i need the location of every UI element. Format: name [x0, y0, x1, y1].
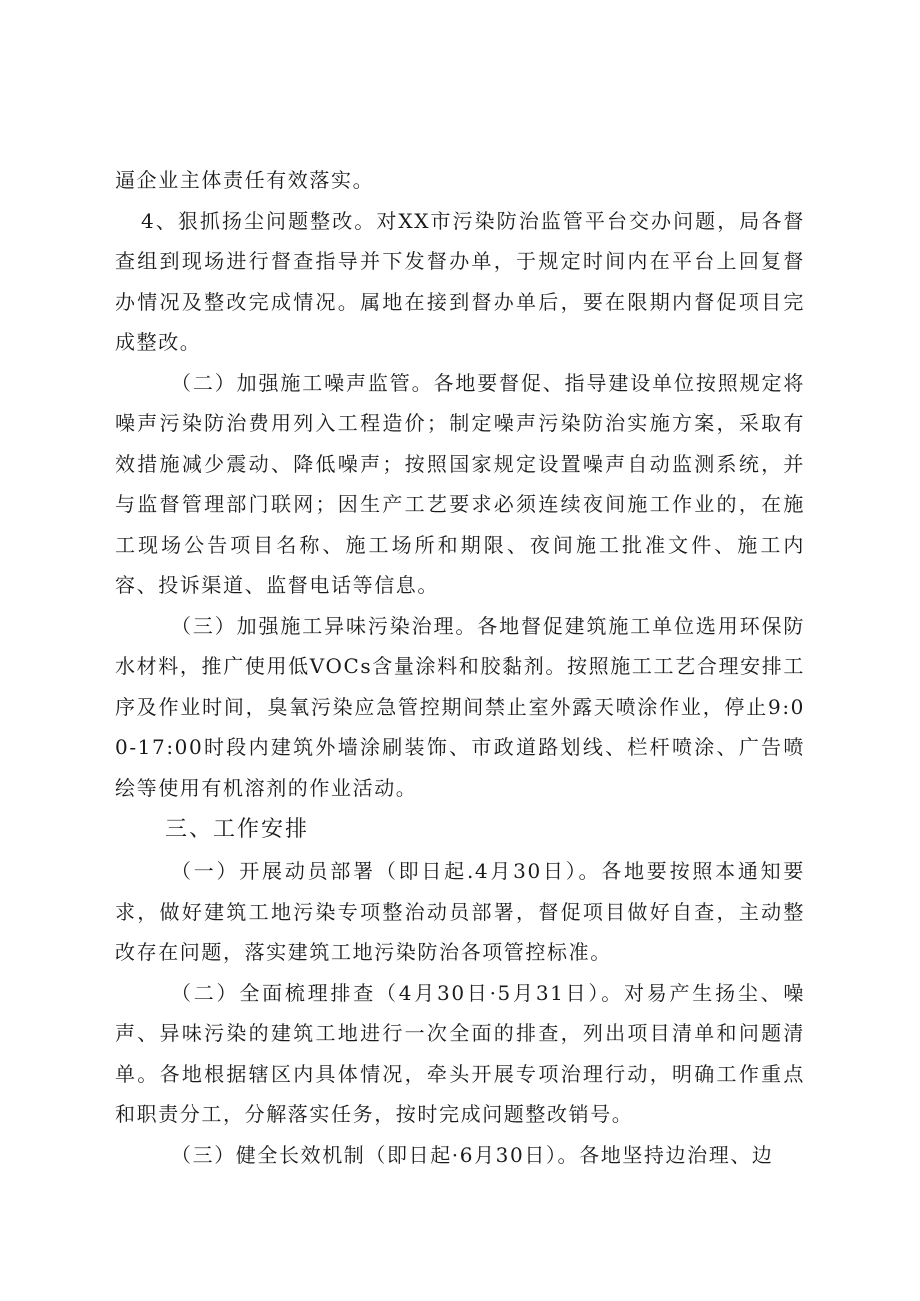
- document-body: [115, 160, 805, 1175]
- paragraph-dust-rectification: 4、狠抓扬尘问题整改。对XX市污染防治监管平台交办问题，局各督查组到现场进行督查指导并下发督办单，于规定时间内在平台上回复督办情况及整改完成情况。属地在接到督办单后，要在限期内督促项目完成整改。: [115, 208, 805, 354]
- paragraph-investigation: （二）全面梳理排查（4月30日·5月31日）。对易产生扬尘、噪声、异味污染的建筑工地进行一次全面的排查，列出项目清单和问题清单。各地根据辖区内具体情况，牵头开展专项治理行动，明确工作重点和职责分工，分解落实任务，按时完成问题整改销号。: [115, 980, 805, 1126]
- paragraph-odor-treatment: （三）加强施工异味污染治理。各地督促建筑施工单位选用环保防水材料，推广使用低VOCs含量涂料和胶黏剂。按照施工工艺合理安排工序及作业时间，臭氧污染应急管控期间禁止室外露天喷涂作业，停止9:00-17:00时段内建筑外墙涂刷装饰、市政道路划线、栏杆喷涂、广告喷绘等使用有机溶剂的作业活动。: [115, 613, 805, 800]
- paragraph-mobilization: （一）开展动员部署（即日起.4月30日）。各地要按照本通知要求，做好建筑工地污染专项整治动员部署，督促项目做好自查，主动整改存在问题，落实建筑工地污染防治各项管控标准。: [115, 859, 805, 964]
- paragraph-noise-supervision: （二）加强施工噪声监管。各地要督促、指导建设单位按照规定将噪声污染防治费用列入工程造价；制定噪声污染防治实施方案，采取有效措施减少震动、降低噪声；按照国家规定设置噪声自动监测系统，并与监督管理部门联网；因生产工艺要求必须连续夜间施工作业的，在施工现场公告项目名称、施工场所和期限、夜间施工批准文件、施工内容、投诉渠道、监督电话等信息。: [115, 370, 805, 597]
- section-heading-work-arrangement: 三、工作安排: [165, 817, 310, 842]
- paragraph-continuation: 逼企业主体责任有效落实。: [115, 168, 375, 192]
- paragraph-long-term-mechanism: （三）健全长效机制（即日起·6月30日）。各地坚持边治理、边: [171, 1142, 774, 1167]
